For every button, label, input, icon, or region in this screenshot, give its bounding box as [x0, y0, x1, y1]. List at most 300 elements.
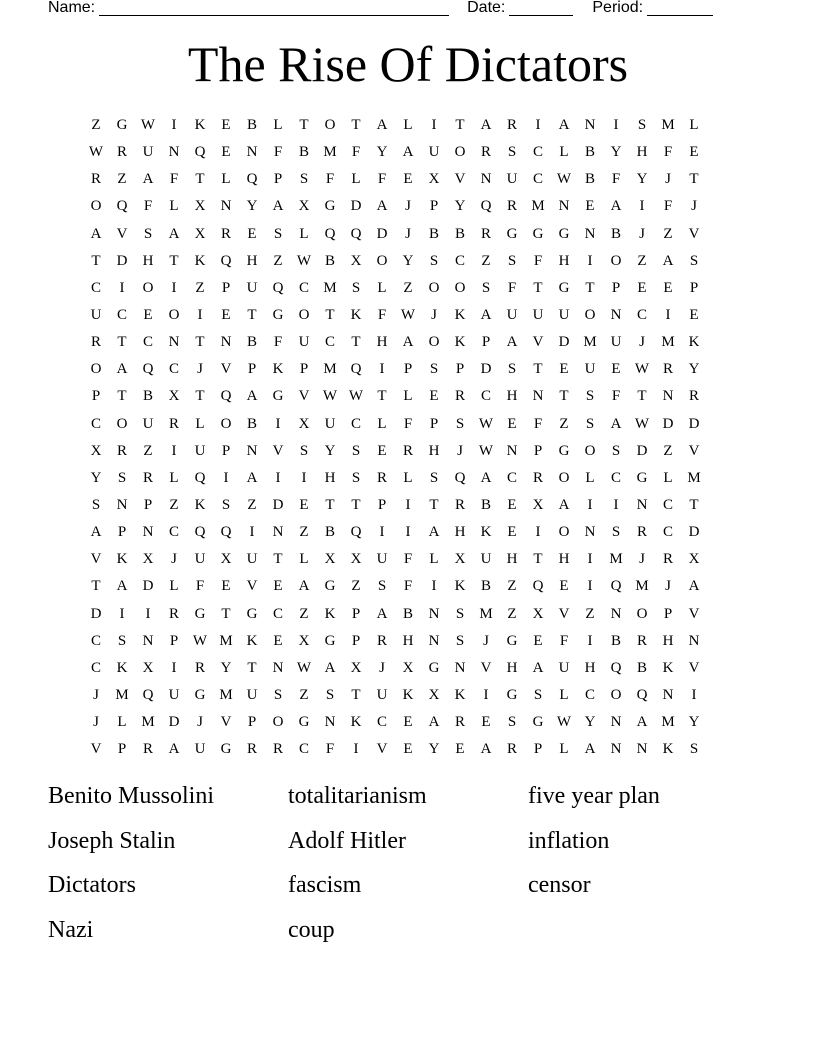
grid-letter[interactable]: N: [272, 524, 284, 541]
grid-letter[interactable]: G: [324, 198, 336, 215]
grid-letter[interactable]: H: [558, 551, 570, 568]
grid-letter[interactable]: Z: [559, 415, 569, 432]
grid-letter[interactable]: U: [142, 415, 154, 432]
grid-letter[interactable]: C: [636, 307, 647, 324]
grid-letter[interactable]: E: [559, 361, 569, 378]
grid-letter[interactable]: I: [353, 741, 359, 758]
grid-letter[interactable]: C: [168, 361, 179, 378]
grid-letter[interactable]: F: [143, 198, 153, 215]
grid-letter[interactable]: L: [195, 415, 205, 432]
grid-letter[interactable]: O: [636, 605, 648, 622]
grid-letter[interactable]: T: [325, 307, 335, 324]
grid-letter[interactable]: G: [324, 578, 336, 595]
grid-letter[interactable]: Z: [507, 605, 517, 622]
grid-letter[interactable]: B: [324, 252, 335, 269]
grid-letter[interactable]: U: [584, 361, 596, 378]
grid-letter[interactable]: S: [585, 388, 595, 405]
grid-letter[interactable]: Q: [246, 171, 258, 188]
grid-letter[interactable]: B: [454, 225, 465, 242]
grid-letter[interactable]: A: [428, 714, 440, 731]
grid-letter[interactable]: W: [322, 388, 338, 405]
grid-letter[interactable]: M: [635, 578, 649, 595]
grid-letter[interactable]: N: [636, 741, 648, 758]
grid-letter[interactable]: U: [506, 171, 518, 188]
grid-letter[interactable]: Q: [220, 252, 232, 269]
grid-letter[interactable]: S: [299, 171, 309, 188]
grid-letter[interactable]: O: [90, 361, 102, 378]
grid-letter[interactable]: P: [117, 741, 127, 758]
grid-letter[interactable]: G: [324, 632, 336, 649]
grid-letter[interactable]: N: [688, 632, 700, 649]
grid-letter[interactable]: A: [168, 741, 180, 758]
grid-letter[interactable]: U: [246, 551, 258, 568]
grid-letter[interactable]: B: [246, 415, 257, 432]
grid-letter[interactable]: R: [506, 117, 517, 134]
grid-letter[interactable]: L: [299, 551, 309, 568]
grid-letter[interactable]: T: [429, 497, 439, 514]
grid-letter[interactable]: O: [168, 307, 180, 324]
grid-letter[interactable]: T: [91, 578, 101, 595]
grid-letter[interactable]: S: [273, 225, 283, 242]
grid-letter[interactable]: M: [687, 469, 701, 486]
grid-letter[interactable]: B: [246, 117, 257, 134]
grid-letter[interactable]: U: [428, 144, 440, 161]
grid-letter[interactable]: Z: [481, 252, 491, 269]
grid-letter[interactable]: D: [688, 524, 700, 541]
grid-letter[interactable]: X: [298, 415, 310, 432]
grid-letter[interactable]: Z: [663, 225, 673, 242]
grid-letter[interactable]: E: [143, 307, 153, 324]
grid-letter[interactable]: H: [558, 252, 570, 269]
grid-letter[interactable]: V: [558, 605, 570, 622]
grid-letter[interactable]: K: [402, 687, 414, 704]
grid-letter[interactable]: L: [169, 198, 179, 215]
grid-letter[interactable]: W: [192, 632, 208, 649]
grid-letter[interactable]: B: [584, 144, 595, 161]
grid-letter[interactable]: A: [610, 415, 622, 432]
grid-letter[interactable]: C: [350, 415, 361, 432]
grid-letter[interactable]: K: [454, 578, 466, 595]
grid-letter[interactable]: O: [428, 334, 440, 351]
grid-letter[interactable]: F: [663, 144, 673, 161]
grid-letter[interactable]: G: [194, 605, 206, 622]
grid-letter[interactable]: I: [119, 279, 125, 296]
grid-letter[interactable]: D: [480, 361, 492, 378]
grid-letter[interactable]: E: [273, 632, 283, 649]
grid-letter[interactable]: N: [168, 334, 180, 351]
grid-letter[interactable]: M: [609, 551, 623, 568]
grid-letter[interactable]: U: [246, 279, 258, 296]
grid-letter[interactable]: A: [116, 361, 128, 378]
grid-letter[interactable]: N: [610, 714, 622, 731]
grid-letter[interactable]: Z: [299, 524, 309, 541]
grid-letter[interactable]: S: [689, 252, 699, 269]
grid-letter[interactable]: P: [533, 741, 543, 758]
grid-letter[interactable]: P: [221, 442, 231, 459]
grid-letter[interactable]: A: [610, 198, 622, 215]
grid-letter[interactable]: F: [663, 198, 673, 215]
grid-letter[interactable]: Z: [247, 497, 257, 514]
grid-letter[interactable]: E: [403, 741, 413, 758]
grid-letter[interactable]: R: [168, 605, 179, 622]
grid-letter[interactable]: L: [377, 415, 387, 432]
grid-letter[interactable]: R: [90, 171, 101, 188]
grid-letter[interactable]: H: [246, 252, 258, 269]
grid-letter[interactable]: S: [507, 144, 517, 161]
grid-letter[interactable]: N: [662, 388, 674, 405]
grid-letter[interactable]: R: [636, 524, 647, 541]
grid-letter[interactable]: C: [324, 334, 335, 351]
grid-letter[interactable]: T: [221, 605, 231, 622]
grid-letter[interactable]: U: [142, 144, 154, 161]
grid-letter[interactable]: K: [662, 741, 674, 758]
grid-letter[interactable]: T: [117, 388, 127, 405]
grid-letter[interactable]: Q: [194, 524, 206, 541]
grid-letter[interactable]: J: [93, 687, 99, 704]
grid-letter[interactable]: O: [142, 279, 154, 296]
grid-letter[interactable]: C: [168, 524, 179, 541]
grid-letter[interactable]: T: [195, 171, 205, 188]
grid-letter[interactable]: H: [402, 632, 414, 649]
grid-letter[interactable]: A: [636, 714, 648, 731]
grid-letter[interactable]: M: [141, 714, 155, 731]
grid-letter[interactable]: M: [661, 334, 675, 351]
grid-letter[interactable]: F: [273, 334, 283, 351]
grid-letter[interactable]: W: [634, 361, 650, 378]
grid-letter[interactable]: H: [428, 442, 440, 459]
grid-letter[interactable]: G: [532, 225, 544, 242]
grid-letter[interactable]: V: [90, 741, 102, 758]
grid-letter[interactable]: K: [116, 551, 128, 568]
grid-letter[interactable]: U: [376, 551, 388, 568]
grid-letter[interactable]: Y: [454, 198, 466, 215]
grid-letter[interactable]: S: [351, 469, 361, 486]
grid-letter[interactable]: A: [246, 388, 258, 405]
grid-letter[interactable]: L: [663, 469, 673, 486]
grid-letter[interactable]: C: [90, 279, 101, 296]
grid-letter[interactable]: A: [116, 578, 128, 595]
grid-letter[interactable]: X: [688, 551, 700, 568]
grid-letter[interactable]: I: [275, 415, 281, 432]
grid-letter[interactable]: L: [403, 469, 413, 486]
grid-letter[interactable]: E: [273, 578, 283, 595]
grid-letter[interactable]: J: [639, 334, 645, 351]
grid-letter[interactable]: C: [610, 469, 621, 486]
grid-letter[interactable]: A: [324, 659, 336, 676]
grid-letter[interactable]: F: [351, 144, 361, 161]
grid-letter[interactable]: S: [429, 361, 439, 378]
grid-letter[interactable]: M: [115, 687, 129, 704]
grid-letter[interactable]: L: [117, 714, 127, 731]
grid-letter[interactable]: N: [662, 687, 674, 704]
grid-letter[interactable]: G: [194, 687, 206, 704]
grid-letter[interactable]: A: [480, 741, 492, 758]
grid-letter[interactable]: B: [246, 334, 257, 351]
grid-letter[interactable]: N: [324, 714, 336, 731]
grid-letter[interactable]: Z: [351, 578, 361, 595]
grid-letter[interactable]: L: [559, 687, 569, 704]
grid-letter[interactable]: G: [428, 659, 440, 676]
grid-letter[interactable]: M: [219, 687, 233, 704]
grid-letter[interactable]: C: [298, 279, 309, 296]
grid-letter[interactable]: F: [325, 171, 335, 188]
grid-letter[interactable]: O: [116, 415, 128, 432]
grid-letter[interactable]: E: [481, 714, 491, 731]
grid-letter[interactable]: P: [221, 279, 231, 296]
grid-letter[interactable]: Z: [143, 442, 153, 459]
grid-letter[interactable]: T: [351, 334, 361, 351]
grid-letter[interactable]: F: [377, 307, 387, 324]
grid-letter[interactable]: J: [483, 632, 489, 649]
grid-letter[interactable]: T: [247, 307, 257, 324]
grid-letter[interactable]: X: [402, 659, 414, 676]
grid-letter[interactable]: P: [351, 632, 361, 649]
grid-letter[interactable]: E: [247, 225, 257, 242]
grid-letter[interactable]: H: [454, 524, 466, 541]
grid-letter[interactable]: O: [220, 415, 232, 432]
grid-letter[interactable]: A: [402, 144, 414, 161]
grid-letter[interactable]: R: [454, 497, 465, 514]
grid-letter[interactable]: O: [376, 252, 388, 269]
grid-letter[interactable]: O: [298, 307, 310, 324]
grid-letter[interactable]: Z: [195, 279, 205, 296]
grid-letter[interactable]: I: [119, 605, 125, 622]
grid-letter[interactable]: G: [636, 469, 648, 486]
grid-letter[interactable]: S: [585, 415, 595, 432]
grid-letter[interactable]: Y: [636, 171, 648, 188]
grid-letter[interactable]: D: [662, 415, 674, 432]
grid-letter[interactable]: U: [194, 442, 206, 459]
grid-letter[interactable]: C: [662, 524, 673, 541]
grid-letter[interactable]: G: [272, 388, 284, 405]
grid-letter[interactable]: A: [376, 605, 388, 622]
grid-letter[interactable]: J: [171, 551, 177, 568]
grid-letter[interactable]: B: [324, 524, 335, 541]
grid-letter[interactable]: Z: [663, 442, 673, 459]
grid-letter[interactable]: Q: [324, 225, 336, 242]
grid-letter[interactable]: Z: [273, 252, 283, 269]
grid-letter[interactable]: E: [221, 307, 231, 324]
grid-letter[interactable]: G: [558, 225, 570, 242]
grid-letter[interactable]: Y: [610, 144, 622, 161]
grid-letter[interactable]: Z: [91, 117, 101, 134]
grid-letter[interactable]: F: [169, 171, 179, 188]
grid-letter[interactable]: I: [249, 524, 255, 541]
grid-letter[interactable]: T: [559, 388, 569, 405]
grid-letter[interactable]: S: [611, 524, 621, 541]
grid-letter[interactable]: D: [116, 252, 128, 269]
grid-letter[interactable]: W: [478, 442, 494, 459]
grid-letter[interactable]: A: [532, 659, 544, 676]
grid-letter[interactable]: M: [323, 279, 337, 296]
grid-letter[interactable]: K: [194, 252, 206, 269]
grid-letter[interactable]: X: [428, 171, 440, 188]
grid-letter[interactable]: Z: [299, 687, 309, 704]
grid-letter[interactable]: A: [506, 334, 518, 351]
grid-letter[interactable]: T: [455, 117, 465, 134]
grid-letter[interactable]: P: [351, 605, 361, 622]
grid-letter[interactable]: K: [454, 307, 466, 324]
grid-letter[interactable]: P: [611, 279, 621, 296]
grid-letter[interactable]: D: [558, 334, 570, 351]
grid-letter[interactable]: S: [377, 578, 387, 595]
grid-letter[interactable]: A: [90, 524, 102, 541]
grid-letter[interactable]: V: [688, 442, 700, 459]
grid-letter[interactable]: I: [405, 497, 411, 514]
grid-letter[interactable]: J: [639, 225, 645, 242]
grid-letter[interactable]: B: [584, 171, 595, 188]
grid-letter[interactable]: R: [662, 361, 673, 378]
grid-letter[interactable]: D: [90, 605, 102, 622]
grid-letter[interactable]: R: [506, 198, 517, 215]
grid-letter[interactable]: A: [90, 225, 102, 242]
grid-letter[interactable]: X: [194, 198, 206, 215]
grid-letter[interactable]: F: [559, 632, 569, 649]
grid-letter[interactable]: L: [169, 469, 179, 486]
grid-letter[interactable]: P: [247, 361, 257, 378]
grid-letter[interactable]: Z: [637, 252, 647, 269]
grid-letter[interactable]: X: [532, 605, 544, 622]
grid-letter[interactable]: N: [272, 659, 284, 676]
grid-letter[interactable]: I: [171, 117, 177, 134]
grid-letter[interactable]: R: [454, 714, 465, 731]
grid-letter[interactable]: I: [405, 524, 411, 541]
grid-letter[interactable]: L: [403, 388, 413, 405]
grid-letter[interactable]: I: [587, 578, 593, 595]
grid-letter[interactable]: J: [379, 659, 385, 676]
grid-letter[interactable]: O: [272, 714, 284, 731]
grid-letter[interactable]: L: [273, 117, 283, 134]
grid-letter[interactable]: K: [454, 687, 466, 704]
grid-letter[interactable]: R: [246, 741, 257, 758]
grid-letter[interactable]: Q: [480, 198, 492, 215]
grid-letter[interactable]: Q: [636, 687, 648, 704]
grid-letter[interactable]: E: [429, 388, 439, 405]
grid-letter[interactable]: Q: [454, 469, 466, 486]
grid-letter[interactable]: L: [585, 469, 595, 486]
grid-letter[interactable]: S: [117, 632, 127, 649]
grid-letter[interactable]: I: [613, 497, 619, 514]
grid-letter[interactable]: T: [689, 497, 699, 514]
grid-letter[interactable]: J: [405, 225, 411, 242]
grid-letter[interactable]: F: [507, 279, 517, 296]
grid-letter[interactable]: V: [220, 361, 232, 378]
grid-letter[interactable]: S: [533, 687, 543, 704]
grid-letter[interactable]: N: [610, 605, 622, 622]
grid-letter[interactable]: Q: [610, 578, 622, 595]
grid-letter[interactable]: M: [479, 605, 493, 622]
grid-letter[interactable]: F: [533, 415, 543, 432]
grid-letter[interactable]: Z: [169, 497, 179, 514]
grid-letter[interactable]: P: [247, 714, 257, 731]
grid-letter[interactable]: V: [220, 714, 232, 731]
grid-letter[interactable]: E: [377, 442, 387, 459]
grid-letter[interactable]: N: [584, 117, 596, 134]
grid-letter[interactable]: T: [689, 171, 699, 188]
grid-letter[interactable]: S: [351, 279, 361, 296]
grid-letter[interactable]: O: [558, 524, 570, 541]
grid-letter[interactable]: V: [480, 659, 492, 676]
grid-letter[interactable]: S: [611, 442, 621, 459]
grid-letter[interactable]: Y: [688, 714, 700, 731]
grid-letter[interactable]: Q: [220, 388, 232, 405]
grid-letter[interactable]: X: [350, 551, 362, 568]
grid-letter[interactable]: G: [558, 279, 570, 296]
grid-letter[interactable]: T: [247, 659, 257, 676]
grid-letter[interactable]: I: [587, 551, 593, 568]
grid-letter[interactable]: B: [610, 632, 621, 649]
grid-letter[interactable]: S: [455, 605, 465, 622]
grid-letter[interactable]: L: [689, 117, 699, 134]
grid-letter[interactable]: S: [143, 225, 153, 242]
grid-letter[interactable]: P: [91, 388, 101, 405]
grid-letter[interactable]: I: [535, 117, 541, 134]
grid-letter[interactable]: J: [93, 714, 99, 731]
grid-letter[interactable]: U: [558, 307, 570, 324]
grid-letter[interactable]: L: [351, 171, 361, 188]
grid-letter[interactable]: C: [454, 252, 465, 269]
grid-letter[interactable]: Y: [584, 714, 596, 731]
grid-letter[interactable]: T: [325, 497, 335, 514]
grid-letter[interactable]: S: [429, 469, 439, 486]
grid-letter[interactable]: N: [142, 524, 154, 541]
grid-letter[interactable]: O: [610, 687, 622, 704]
grid-letter[interactable]: N: [142, 632, 154, 649]
grid-letter[interactable]: A: [246, 469, 258, 486]
grid-letter[interactable]: D: [688, 415, 700, 432]
grid-letter[interactable]: Z: [585, 605, 595, 622]
grid-letter[interactable]: L: [299, 225, 309, 242]
grid-letter[interactable]: W: [296, 252, 312, 269]
grid-letter[interactable]: D: [272, 497, 284, 514]
grid-letter[interactable]: X: [350, 659, 362, 676]
grid-letter[interactable]: E: [221, 578, 231, 595]
grid-letter[interactable]: S: [455, 632, 465, 649]
grid-letter[interactable]: G: [558, 442, 570, 459]
grid-letter[interactable]: Q: [350, 361, 362, 378]
grid-letter[interactable]: R: [220, 225, 231, 242]
grid-letter[interactable]: O: [584, 442, 596, 459]
grid-letter[interactable]: C: [142, 334, 153, 351]
grid-letter[interactable]: U: [480, 551, 492, 568]
grid-letter[interactable]: L: [559, 741, 569, 758]
grid-letter[interactable]: H: [584, 659, 596, 676]
grid-letter[interactable]: M: [661, 117, 675, 134]
grid-letter[interactable]: X: [90, 442, 102, 459]
grid-letter[interactable]: I: [431, 117, 437, 134]
grid-letter[interactable]: Y: [428, 741, 440, 758]
grid-letter[interactable]: C: [662, 497, 673, 514]
grid-letter[interactable]: M: [323, 144, 337, 161]
grid-letter[interactable]: R: [142, 469, 153, 486]
grid-letter[interactable]: A: [480, 307, 492, 324]
grid-letter[interactable]: S: [507, 714, 517, 731]
grid-letter[interactable]: Z: [117, 171, 127, 188]
grid-letter[interactable]: R: [662, 551, 673, 568]
grid-letter[interactable]: P: [455, 361, 465, 378]
grid-letter[interactable]: K: [350, 307, 362, 324]
grid-letter[interactable]: N: [220, 198, 232, 215]
grid-letter[interactable]: D: [350, 198, 362, 215]
grid-letter[interactable]: T: [117, 334, 127, 351]
grid-letter[interactable]: V: [454, 171, 466, 188]
grid-letter[interactable]: F: [533, 252, 543, 269]
grid-letter[interactable]: H: [506, 659, 518, 676]
grid-letter[interactable]: S: [507, 252, 517, 269]
grid-letter[interactable]: U: [376, 687, 388, 704]
grid-letter[interactable]: A: [662, 252, 674, 269]
grid-letter[interactable]: H: [506, 388, 518, 405]
